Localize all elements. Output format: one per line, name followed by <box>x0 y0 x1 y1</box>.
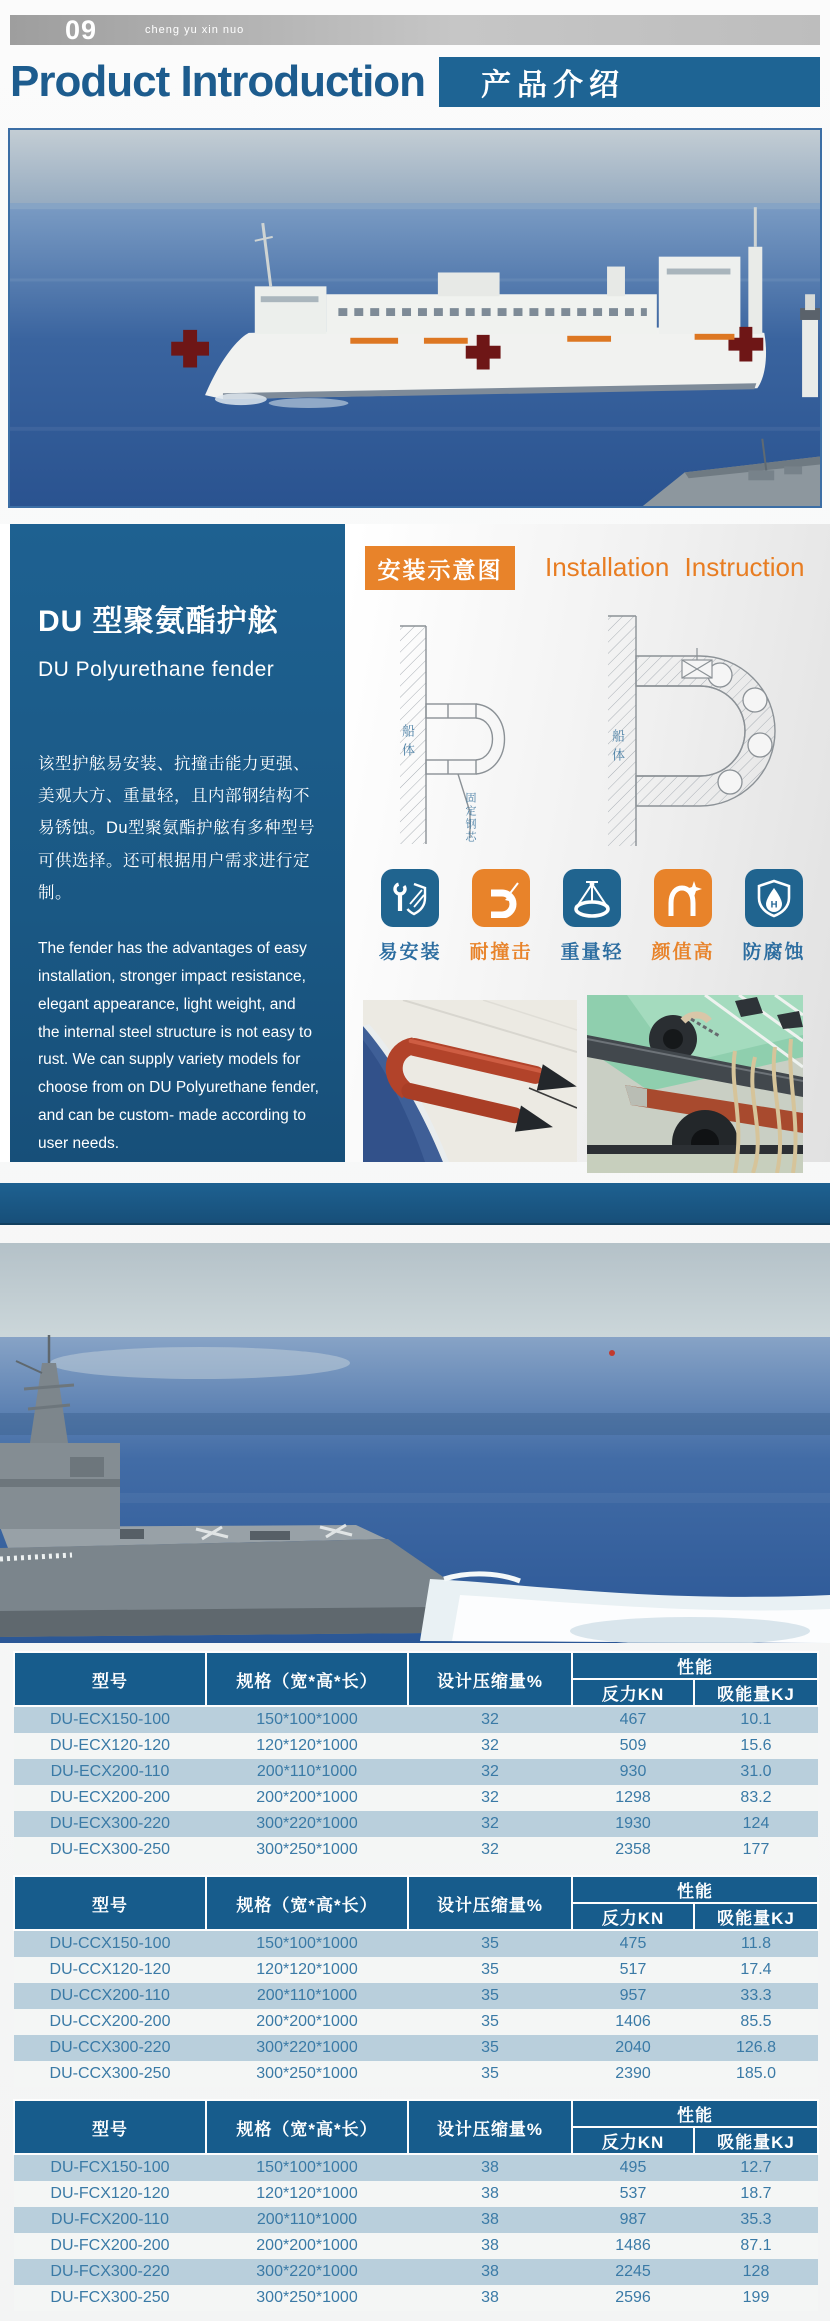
header-spec: 规格（宽*高*长） <box>206 1652 408 1706</box>
product-heading-zh: DU 型聚氨酯护舷 <box>38 605 279 638</box>
mounting-bolt <box>682 648 712 678</box>
cell-compression: 38 <box>408 2154 572 2181</box>
intro-section <box>0 524 830 1162</box>
header-performance: 性能 <box>572 1876 818 1903</box>
cell-model: DU-ECX120-120 <box>14 1733 206 1759</box>
page-title-zh: 产品介绍 <box>481 69 626 102</box>
wrench-shield-icon <box>381 869 439 927</box>
cell-reaction: 1486 <box>572 2233 694 2259</box>
table-body <box>14 2154 818 2311</box>
droplet-letter: H <box>770 899 778 911</box>
spec-table-ecx <box>13 1651 819 1863</box>
spec-table-fcx <box>13 2099 819 2311</box>
cell-spec: 200*200*1000 <box>206 2009 408 2035</box>
table-row <box>14 1930 818 1957</box>
cell-spec: 300*220*1000 <box>206 1811 408 1837</box>
cell-reaction: 1406 <box>572 2009 694 2035</box>
cell-spec: 300*220*1000 <box>206 2035 408 2061</box>
hero-photo-hospital-ship <box>8 128 822 508</box>
table-header <box>14 1876 818 1930</box>
page-title-zh-box <box>439 57 820 107</box>
table-row <box>14 2285 818 2311</box>
feature-icons-row <box>372 869 812 964</box>
header-model: 型号 <box>14 1876 206 1930</box>
table-row <box>14 2259 818 2285</box>
cell-model: DU-ECX200-110 <box>14 1759 206 1785</box>
cell-compression: 32 <box>408 1733 572 1759</box>
page-title: Product Introduction <box>10 57 426 106</box>
feature-impact-resistant <box>463 869 539 964</box>
brand-text: cheng yu xin nuo <box>145 24 245 36</box>
header-energy: 吸能量KJ <box>694 1679 818 1706</box>
cell-model: DU-CCX150-100 <box>14 1930 206 1957</box>
cell-reaction: 495 <box>572 2154 694 2181</box>
cell-energy: 87.1 <box>694 2233 818 2259</box>
cell-spec: 200*110*1000 <box>206 1759 408 1785</box>
cell-energy: 128 <box>694 2259 818 2285</box>
lighthouse <box>800 294 820 397</box>
table-row <box>14 1983 818 2009</box>
table-row <box>14 1837 818 1863</box>
table-body <box>14 1706 818 1863</box>
fender-photo-deck <box>587 995 803 1173</box>
cell-energy: 11.8 <box>694 1930 818 1957</box>
hull-label: 船体 <box>610 729 625 767</box>
cell-reaction: 957 <box>572 1983 694 2009</box>
header-compression: 设计压缩量% <box>408 1652 572 1706</box>
header-reaction: 反力KN <box>572 2127 694 2154</box>
cell-energy: 31.0 <box>694 1759 818 1785</box>
cell-reaction: 930 <box>572 1759 694 1785</box>
cell-energy: 12.7 <box>694 2154 818 2181</box>
feature-label: 颜值高 <box>651 942 715 963</box>
cell-energy: 177 <box>694 1837 818 1863</box>
cell-reaction: 1930 <box>572 1811 694 1837</box>
cell-energy: 15.6 <box>694 1733 818 1759</box>
cell-model: DU-FCX200-110 <box>14 2207 206 2233</box>
cell-energy: 35.3 <box>694 2207 818 2233</box>
cell-compression: 38 <box>408 2207 572 2233</box>
fender-photo-hull <box>363 1000 577 1162</box>
impact-arrow-icon <box>472 869 530 927</box>
table-row <box>14 1706 818 1733</box>
navy-ship-photo <box>0 1243 830 1643</box>
cell-compression: 32 <box>408 1759 572 1785</box>
feature-good-appearance <box>645 869 721 964</box>
cell-energy: 18.7 <box>694 2181 818 2207</box>
cell-reaction: 517 <box>572 1957 694 1983</box>
feature-light-weight <box>554 869 630 964</box>
cell-spec: 120*120*1000 <box>206 1957 408 1983</box>
cell-reaction: 467 <box>572 1706 694 1733</box>
cell-model: DU-CCX300-220 <box>14 2035 206 2061</box>
cell-spec: 300*250*1000 <box>206 2061 408 2087</box>
header-spec: 规格（宽*高*长） <box>206 2100 408 2154</box>
cell-reaction: 1298 <box>572 1785 694 1811</box>
cell-spec: 120*120*1000 <box>206 1733 408 1759</box>
cell-model: DU-ECX200-200 <box>14 1785 206 1811</box>
navy-ship-illustration <box>0 1243 830 1643</box>
product-description-en: The fender has the advantages of easy installation, stronger impact resistance, elegant appearance, light weight, and the internal steel structure is not easy to rust. We can supply variety models for choose from on DU Polyurethane fender, and can be custom- made according to user needs. <box>38 939 319 1153</box>
table-row <box>14 1957 818 1983</box>
table-header <box>14 2100 818 2154</box>
cell-spec: 150*100*1000 <box>206 1930 408 1957</box>
cell-energy: 17.4 <box>694 1957 818 1983</box>
page-number: 09 <box>65 15 98 45</box>
cell-reaction: 2358 <box>572 1837 694 1863</box>
cell-model: DU-CCX120-120 <box>14 1957 206 1983</box>
cell-spec: 200*110*1000 <box>206 1983 408 2009</box>
cell-compression: 35 <box>408 1930 572 1957</box>
header-performance: 性能 <box>572 2100 818 2127</box>
cell-compression: 35 <box>408 1983 572 2009</box>
cell-spec: 300*250*1000 <box>206 2285 408 2311</box>
intro-panel <box>10 524 345 1162</box>
cell-model: DU-CCX200-110 <box>14 1983 206 2009</box>
installation-badge: 安装示意图 <box>365 546 515 590</box>
header-performance: 性能 <box>572 1652 818 1679</box>
cell-model: DU-FCX150-100 <box>14 2154 206 2181</box>
cell-energy: 199 <box>694 2285 818 2311</box>
cell-compression: 35 <box>408 2035 572 2061</box>
divider-band <box>0 1183 830 1225</box>
cell-model: DU-ECX300-220 <box>14 1811 206 1837</box>
cell-compression: 32 <box>408 1837 572 1863</box>
cell-spec: 200*110*1000 <box>206 2207 408 2233</box>
cell-compression: 32 <box>408 1706 572 1733</box>
feature-label: 防腐蚀 <box>742 942 806 963</box>
cell-spec: 150*100*1000 <box>206 2154 408 2181</box>
feature-anti-corrosion <box>736 869 812 964</box>
cell-reaction: 2040 <box>572 2035 694 2061</box>
cell-compression: 32 <box>408 1785 572 1811</box>
table-row <box>14 1759 818 1785</box>
cell-model: DU-FCX120-120 <box>14 2181 206 2207</box>
cell-energy: 33.3 <box>694 1983 818 2009</box>
cell-energy: 10.1 <box>694 1706 818 1733</box>
header-energy: 吸能量KJ <box>694 2127 818 2154</box>
cell-model: DU-ECX150-100 <box>14 1706 206 1733</box>
cell-model: DU-CCX200-200 <box>14 2009 206 2035</box>
title-row <box>10 54 820 110</box>
cell-energy: 185.0 <box>694 2061 818 2087</box>
table-row <box>14 2061 818 2087</box>
cell-energy: 126.8 <box>694 2035 818 2061</box>
cell-reaction: 475 <box>572 1930 694 1957</box>
table-row <box>14 2181 818 2207</box>
cell-spec: 300*220*1000 <box>206 2259 408 2285</box>
table-row <box>14 2154 818 2181</box>
header-model: 型号 <box>14 1652 206 1706</box>
header-compression: 设计压缩量% <box>408 2100 572 2154</box>
header-spec: 规格（宽*高*长） <box>206 1876 408 1930</box>
table-row <box>14 2207 818 2233</box>
hospital-ship-illustration <box>10 130 820 506</box>
cell-spec: 150*100*1000 <box>206 1706 408 1733</box>
installation-title: Installation Instruction <box>545 552 805 582</box>
cell-compression: 32 <box>408 1811 572 1837</box>
cell-model: DU-ECX300-250 <box>14 1837 206 1863</box>
cell-energy: 85.5 <box>694 2009 818 2035</box>
cell-reaction: 509 <box>572 1733 694 1759</box>
cell-compression: 38 <box>408 2233 572 2259</box>
shield-droplet-icon <box>745 869 803 927</box>
feature-label: 易安装 <box>378 942 442 963</box>
cell-energy: 124 <box>694 1811 818 1837</box>
feature-label: 耐撞击 <box>469 942 533 963</box>
arch-sparkle-icon <box>654 869 712 927</box>
header-reaction: 反力KN <box>572 1903 694 1930</box>
cell-compression: 38 <box>408 2181 572 2207</box>
header-compression: 设计压缩量% <box>408 1876 572 1930</box>
cell-model: DU-FCX300-220 <box>14 2259 206 2285</box>
hoist-fender-icon <box>563 869 621 927</box>
table-header <box>14 1652 818 1706</box>
header-model: 型号 <box>14 2100 206 2154</box>
spec-table-ccx <box>13 1875 819 2087</box>
table-row <box>14 1733 818 1759</box>
table-body <box>14 1930 818 2087</box>
table-row <box>14 1785 818 1811</box>
table-row <box>14 2035 818 2061</box>
cell-reaction: 987 <box>572 2207 694 2233</box>
cell-reaction: 2596 <box>572 2285 694 2311</box>
table-row <box>14 1811 818 1837</box>
cell-reaction: 2245 <box>572 2259 694 2285</box>
cell-reaction: 537 <box>572 2181 694 2207</box>
cell-spec: 200*200*1000 <box>206 2233 408 2259</box>
cell-compression: 38 <box>408 2259 572 2285</box>
cell-compression: 38 <box>408 2285 572 2311</box>
steel-core-label: 固定钢芯 <box>464 792 476 844</box>
feature-easy-install <box>372 869 448 964</box>
cell-spec: 200*200*1000 <box>206 1785 408 1811</box>
cell-energy: 83.2 <box>694 1785 818 1811</box>
product-heading-en: DU Polyurethane fender <box>38 658 275 681</box>
spec-tables-section <box>13 1651 817 2311</box>
hull-label: 船体 <box>400 724 415 762</box>
table-row <box>14 2009 818 2035</box>
table-row <box>14 2233 818 2259</box>
catalog-page <box>0 15 830 2321</box>
cell-model: DU-FCX200-200 <box>14 2233 206 2259</box>
cell-spec: 300*250*1000 <box>206 1837 408 1863</box>
cell-model: DU-CCX300-250 <box>14 2061 206 2087</box>
header-reaction: 反力KN <box>572 1679 694 1706</box>
cell-spec: 120*120*1000 <box>206 2181 408 2207</box>
cell-compression: 35 <box>408 2061 572 2087</box>
page-header-strip <box>10 15 820 45</box>
cell-compression: 35 <box>408 2009 572 2035</box>
product-description-zh: 该型护舷易安装、抗撞击能力更强、美观大方、重量轻，且内部钢结构不易锈蚀。Du型聚氨酯护舷有多种型号可供选择。还可根据用户需求进行定制。 <box>38 755 316 902</box>
cell-reaction: 2390 <box>572 2061 694 2087</box>
feature-label: 重量轻 <box>560 942 624 963</box>
cell-compression: 35 <box>408 1957 572 1983</box>
header-energy: 吸能量KJ <box>694 1903 818 1930</box>
cell-model: DU-FCX300-250 <box>14 2285 206 2311</box>
